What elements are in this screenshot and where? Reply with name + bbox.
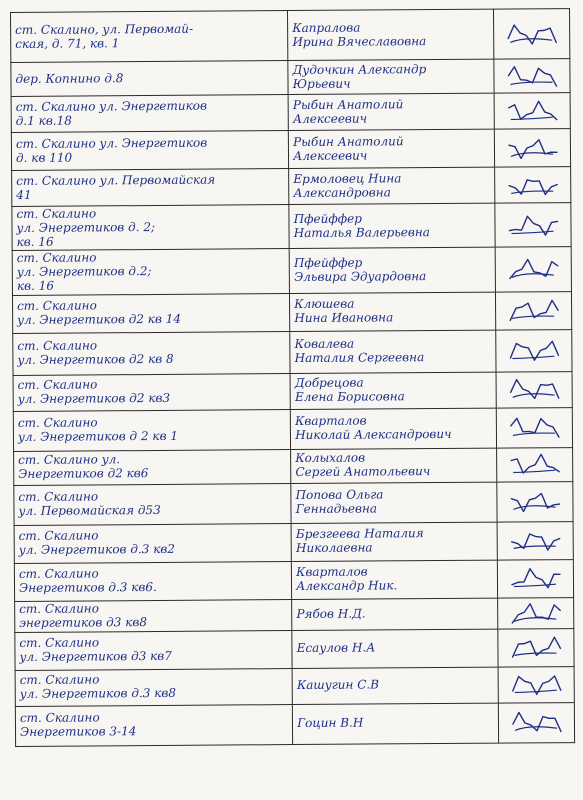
table-row bbox=[14, 481, 573, 525]
table-row bbox=[14, 521, 573, 563]
address-cell bbox=[13, 373, 290, 411]
name-line: Александр Ник. bbox=[296, 578, 398, 594]
signature-scribble bbox=[505, 97, 559, 125]
address-line: ст. Скалино bbox=[17, 338, 98, 354]
address-line: ул. Энергетиков д 2 кв 1 bbox=[17, 429, 179, 445]
address-line: ул. Энергетиков д2 кв3 bbox=[17, 391, 171, 407]
address-cell bbox=[15, 630, 292, 670]
signature-scribble bbox=[509, 599, 563, 627]
name-cell bbox=[291, 522, 497, 561]
signature-scribble bbox=[507, 413, 561, 441]
table-row bbox=[11, 129, 570, 171]
address-line: дер. Копнино д.8 bbox=[15, 70, 124, 86]
signature-cell bbox=[496, 407, 572, 448]
signature-cell bbox=[495, 291, 571, 330]
signature-scribble bbox=[504, 20, 558, 48]
address-line: ст. Скалино bbox=[18, 566, 99, 582]
name-line: Юрьевич bbox=[292, 76, 351, 91]
address-line: ская, д. 71, кв. 1 bbox=[15, 35, 120, 51]
signature-scribble bbox=[506, 296, 560, 324]
name-cell bbox=[290, 408, 496, 449]
table-row bbox=[13, 329, 572, 375]
name-line: Алексеевич bbox=[293, 148, 368, 163]
signature-cell bbox=[498, 702, 574, 743]
name-line: Николай Александрович bbox=[295, 427, 452, 443]
name-cell bbox=[292, 598, 498, 630]
name-cell bbox=[292, 667, 498, 704]
address-line: ул. Энергетиков д3 кв7 bbox=[19, 649, 172, 665]
signature-scribble bbox=[505, 134, 559, 162]
name-line: Добрецова bbox=[294, 376, 364, 391]
address-cell bbox=[15, 704, 292, 746]
signature-cell bbox=[494, 129, 570, 168]
name-line: Геннадьевна bbox=[295, 501, 378, 517]
signature-cell bbox=[497, 559, 573, 598]
address-line: ул. Энергетиков д. 2; bbox=[16, 219, 156, 235]
name-cell bbox=[292, 629, 498, 668]
signature-scribble bbox=[509, 670, 563, 698]
address-line: Энергетиков д2 кв6 bbox=[18, 466, 149, 482]
name-cell bbox=[290, 372, 496, 409]
name-line: Александровна bbox=[293, 184, 391, 200]
address-line: ст. Скалино bbox=[17, 377, 98, 393]
address-line: ул. Энергетиков д.3 кв2 bbox=[18, 542, 176, 558]
address-line: ст. Скалино ул. Первомайская bbox=[16, 172, 216, 188]
signature-cell bbox=[494, 59, 570, 94]
name-line: Эльвира Эдуардовна bbox=[294, 269, 427, 285]
address-cell bbox=[12, 293, 289, 333]
signature-cell bbox=[497, 481, 573, 522]
table-row bbox=[12, 167, 571, 207]
name-cell bbox=[289, 129, 495, 168]
signature-cell bbox=[498, 666, 574, 703]
signature-scribble bbox=[507, 450, 561, 478]
address-line: ул. Энергетиков д2 кв 14 bbox=[17, 312, 182, 328]
signature-scribble bbox=[507, 375, 561, 403]
address-cell bbox=[12, 205, 290, 251]
signature-cell bbox=[498, 628, 574, 667]
address-line: ул. Первомайская д53 bbox=[18, 503, 161, 519]
signature-scribble bbox=[508, 564, 562, 592]
name-line: Рябов Н.Д. bbox=[296, 606, 366, 621]
name-line: Наталья Валерьевна bbox=[293, 224, 430, 240]
name-line: Пфейффер bbox=[293, 255, 363, 271]
address-line: д. кв 110 bbox=[15, 150, 73, 165]
name-cell bbox=[292, 560, 498, 599]
address-line: ст. Скалино bbox=[16, 206, 97, 221]
address-line: энергетиков д3 кв8 bbox=[19, 614, 148, 630]
name-cell bbox=[289, 167, 495, 204]
signature-scribble bbox=[508, 487, 562, 515]
address-line: 41 bbox=[16, 187, 32, 202]
signature-cell bbox=[497, 597, 573, 629]
name-cell bbox=[288, 93, 494, 130]
signature-cell bbox=[494, 93, 570, 130]
name-line: Пфейффер bbox=[293, 211, 362, 226]
table-row bbox=[12, 291, 571, 333]
address-line: кв. 16 bbox=[16, 234, 54, 249]
signature-scribble bbox=[505, 62, 559, 90]
name-line: Клюшева bbox=[294, 297, 355, 312]
name-cell bbox=[288, 59, 494, 94]
signature-scribble bbox=[506, 211, 560, 239]
address-line: Энергетиков д.3 кв6. bbox=[18, 580, 157, 596]
name-cell bbox=[290, 292, 496, 331]
address-line: ст. Скалино bbox=[17, 415, 98, 431]
address-line: д.1 кв.18 bbox=[15, 113, 72, 128]
signature-rows bbox=[11, 9, 575, 747]
name-line: Нина Ивановна bbox=[294, 310, 394, 326]
address-cell bbox=[14, 449, 291, 485]
address-line: кв. 16 bbox=[16, 278, 55, 293]
name-cell bbox=[293, 703, 499, 744]
name-cell bbox=[290, 330, 496, 373]
name-line: Кварталов bbox=[296, 565, 368, 580]
signature-scribble bbox=[507, 336, 561, 364]
signature-cell bbox=[495, 247, 571, 292]
signature-cell bbox=[497, 521, 573, 560]
name-line: Гоцин В.Н bbox=[297, 715, 364, 731]
address-line: ст. Скалино bbox=[18, 489, 99, 505]
name-line: Ковалева bbox=[294, 337, 355, 352]
name-line: Рыбин Анатолий bbox=[292, 96, 404, 112]
name-line: Капралова bbox=[292, 20, 361, 35]
name-line: Колыхалов bbox=[295, 451, 366, 466]
name-cell bbox=[289, 203, 495, 249]
table-row bbox=[15, 628, 574, 670]
table-row bbox=[12, 247, 571, 295]
signature-scribble bbox=[509, 633, 563, 661]
table-row bbox=[13, 407, 572, 451]
name-line: Наталия Сергеевна bbox=[294, 350, 425, 366]
name-line: Кварталов bbox=[295, 414, 367, 429]
address-cell bbox=[14, 483, 291, 525]
address-cell bbox=[11, 11, 289, 63]
table-row bbox=[15, 666, 574, 706]
address-line: ул. Энергетиков д.3 кв8 bbox=[19, 686, 177, 702]
name-line: Сергей Анатольевич bbox=[295, 464, 431, 480]
address-line: ст. Скалино bbox=[19, 710, 100, 726]
name-line: Дудочкин Александр bbox=[292, 61, 427, 77]
address-line: ст. Скалино bbox=[19, 601, 99, 616]
address-line: ст. Скалино bbox=[17, 298, 97, 314]
table-row bbox=[11, 93, 570, 133]
table-row bbox=[15, 597, 574, 632]
address-line: ул. Энергетиков д2 кв 8 bbox=[17, 352, 174, 368]
name-cell bbox=[291, 448, 497, 483]
signature-table bbox=[10, 8, 575, 747]
address-cell bbox=[12, 169, 289, 207]
address-line: ул. Энергетиков д.2; bbox=[16, 264, 152, 280]
name-line: Николаевна bbox=[295, 540, 373, 556]
address-cell bbox=[15, 668, 292, 706]
name-line: Есаулов Н.А bbox=[296, 640, 376, 656]
table-row bbox=[12, 203, 571, 251]
signature-scribble bbox=[509, 708, 563, 736]
name-line: Попова Ольга bbox=[295, 487, 384, 503]
table-row bbox=[11, 59, 570, 97]
table-row bbox=[15, 702, 574, 746]
signature-scribble bbox=[506, 255, 560, 283]
address-cell bbox=[14, 561, 291, 601]
signature-scribble bbox=[506, 171, 560, 199]
signature-cell bbox=[496, 371, 572, 408]
table-row bbox=[14, 447, 573, 485]
address-cell bbox=[11, 131, 288, 171]
address-cell bbox=[11, 61, 288, 97]
address-line: ст. Скалино ул. Энергетиков bbox=[15, 135, 208, 151]
address-cell bbox=[15, 599, 292, 632]
address-line: ст. Скалино ул. Энергетиков bbox=[15, 98, 208, 114]
address-cell bbox=[13, 409, 290, 451]
address-line: ст. Скалино, ул. Первомай- bbox=[15, 21, 194, 37]
address-line: ст. Скалино bbox=[19, 672, 100, 688]
signature-cell bbox=[496, 447, 572, 482]
name-line: Алексеевич bbox=[292, 111, 368, 126]
table-row bbox=[13, 371, 572, 411]
address-line: ст. Скалино bbox=[16, 250, 97, 266]
name-line: Ермоловец Нина bbox=[293, 170, 402, 186]
signature-cell bbox=[493, 9, 569, 60]
address-line: ст. Скалино ул. bbox=[18, 452, 121, 468]
address-line: ст. Скалино bbox=[18, 528, 99, 544]
address-line: Энергетиков 3-14 bbox=[19, 724, 137, 740]
name-cell bbox=[289, 248, 495, 294]
address-cell bbox=[14, 523, 291, 563]
name-cell bbox=[291, 482, 497, 523]
table-row bbox=[14, 559, 573, 601]
table-row bbox=[11, 9, 570, 63]
name-line: Брезгеева Наталия bbox=[295, 526, 424, 542]
address-cell bbox=[11, 95, 288, 133]
name-line: Рыбин Анатолий bbox=[293, 133, 404, 149]
address-cell bbox=[12, 249, 290, 295]
name-line: Ирина Вячеславовна bbox=[292, 33, 427, 49]
name-cell bbox=[288, 9, 494, 60]
signature-cell bbox=[496, 329, 572, 372]
signature-cell bbox=[494, 167, 570, 204]
name-line: Елена Борисовна bbox=[294, 389, 405, 405]
address-cell bbox=[13, 331, 291, 375]
name-line: Кашугин С.В bbox=[296, 677, 380, 693]
signature-scribble bbox=[508, 526, 562, 554]
address-line: ст. Скалино bbox=[19, 635, 100, 651]
signature-cell bbox=[495, 203, 571, 248]
